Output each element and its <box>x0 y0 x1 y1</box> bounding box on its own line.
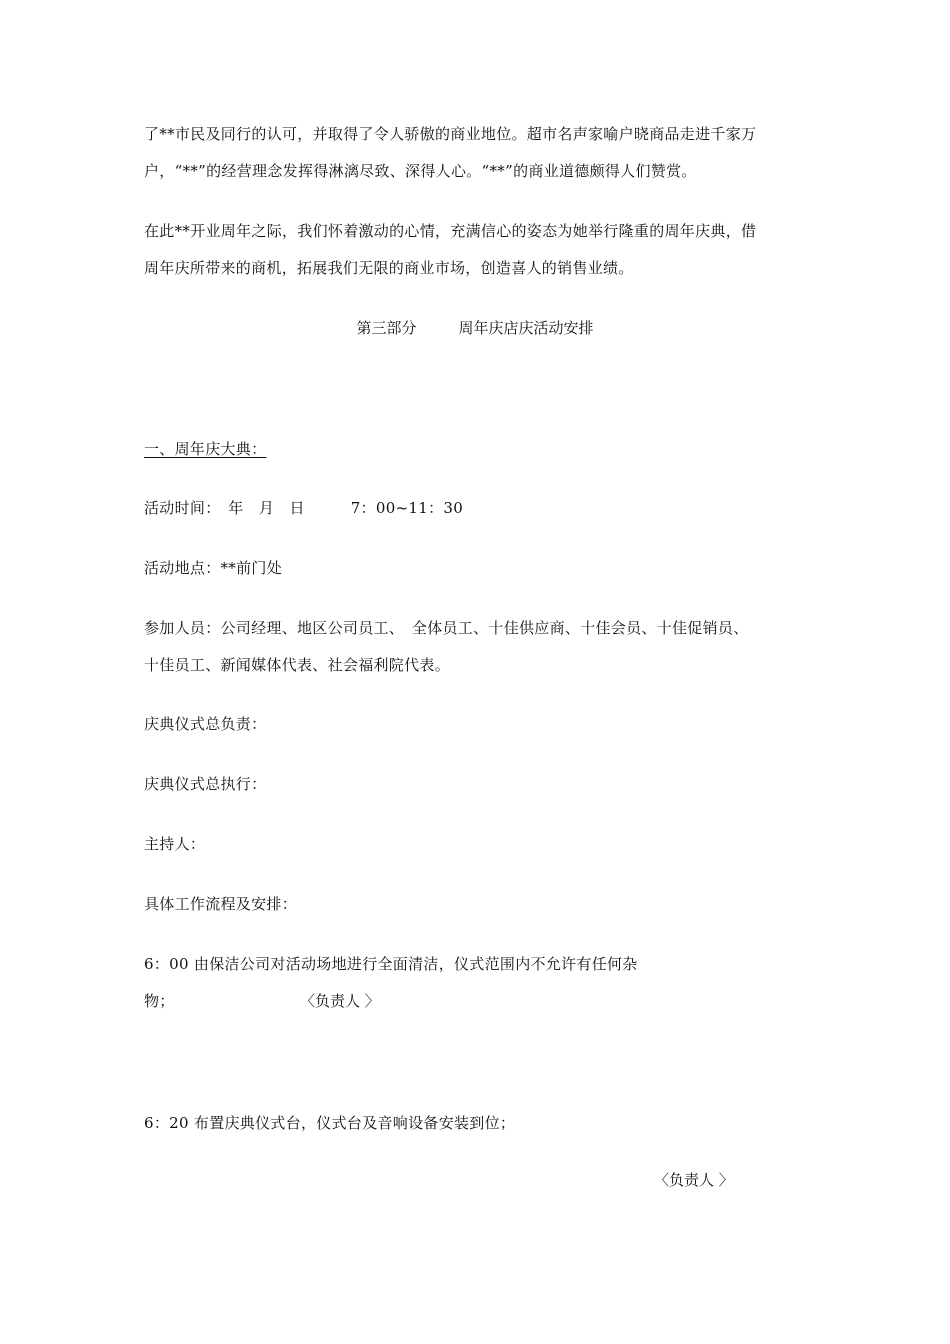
schedule-step-1-line-2: 物； <box>144 992 175 1010</box>
ceremony-executive: 庆典仪式总执行： <box>144 775 267 793</box>
schedule-step-2-responsible: 〈负责人 〉 <box>654 1171 734 1189</box>
ceremony-chief: 庆典仪式总负责： <box>144 715 267 733</box>
ceremony-host: 主持人： <box>144 835 206 853</box>
anniversary-paragraph-line-2: 周年庆所带来的商机，拓展我们无限的商业市场，创造喜人的销售业绩。 <box>144 259 634 277</box>
event-time: 活动时间： 年 月 日 7：00~11：30 <box>144 499 464 517</box>
event-heading: 一、周年庆大典： <box>144 440 267 458</box>
process-heading: 具体工作流程及安排： <box>144 895 298 913</box>
section-part-label: 第三部分 <box>356 319 417 337</box>
intro-paragraph-line-1: 了**市民及同行的认可，并取得了令人骄傲的商业地位。超市名声家喻户晓商品走进千家万 <box>144 125 757 143</box>
section-title: 周年庆店庆活动安排 <box>458 319 594 337</box>
event-participants-line-2: 十佳员工、新闻媒体代表、社会福利院代表。 <box>144 656 451 674</box>
section-heading <box>0 318 950 338</box>
event-participants-line-1: 参加人员：公司经理、地区公司员工、 全体员工、十佳供应商、十佳会员、十佳促销员、 <box>144 619 749 637</box>
intro-paragraph-line-2: 户，“**”的经营理念发挥得淋漓尽致、深得人心。“**”的商业道德颇得人们赞赏。 <box>144 162 697 180</box>
schedule-step-1-responsible: 〈负责人 〉 <box>300 992 380 1010</box>
event-location: 活动地点：**前门处 <box>144 559 283 577</box>
anniversary-paragraph-line-1: 在此**开业周年之际，我们怀着激动的心情，充满信心的姿态为她举行隆重的周年庆典，借 <box>144 222 757 240</box>
schedule-step-1-line-1: 6：00 由保洁公司对活动场地进行全面清洁，仪式范围内不允许有任何杂 <box>144 955 638 973</box>
schedule-step-2: 6：20 布置庆典仪式台，仪式台及音响设备安装到位； <box>144 1114 516 1132</box>
